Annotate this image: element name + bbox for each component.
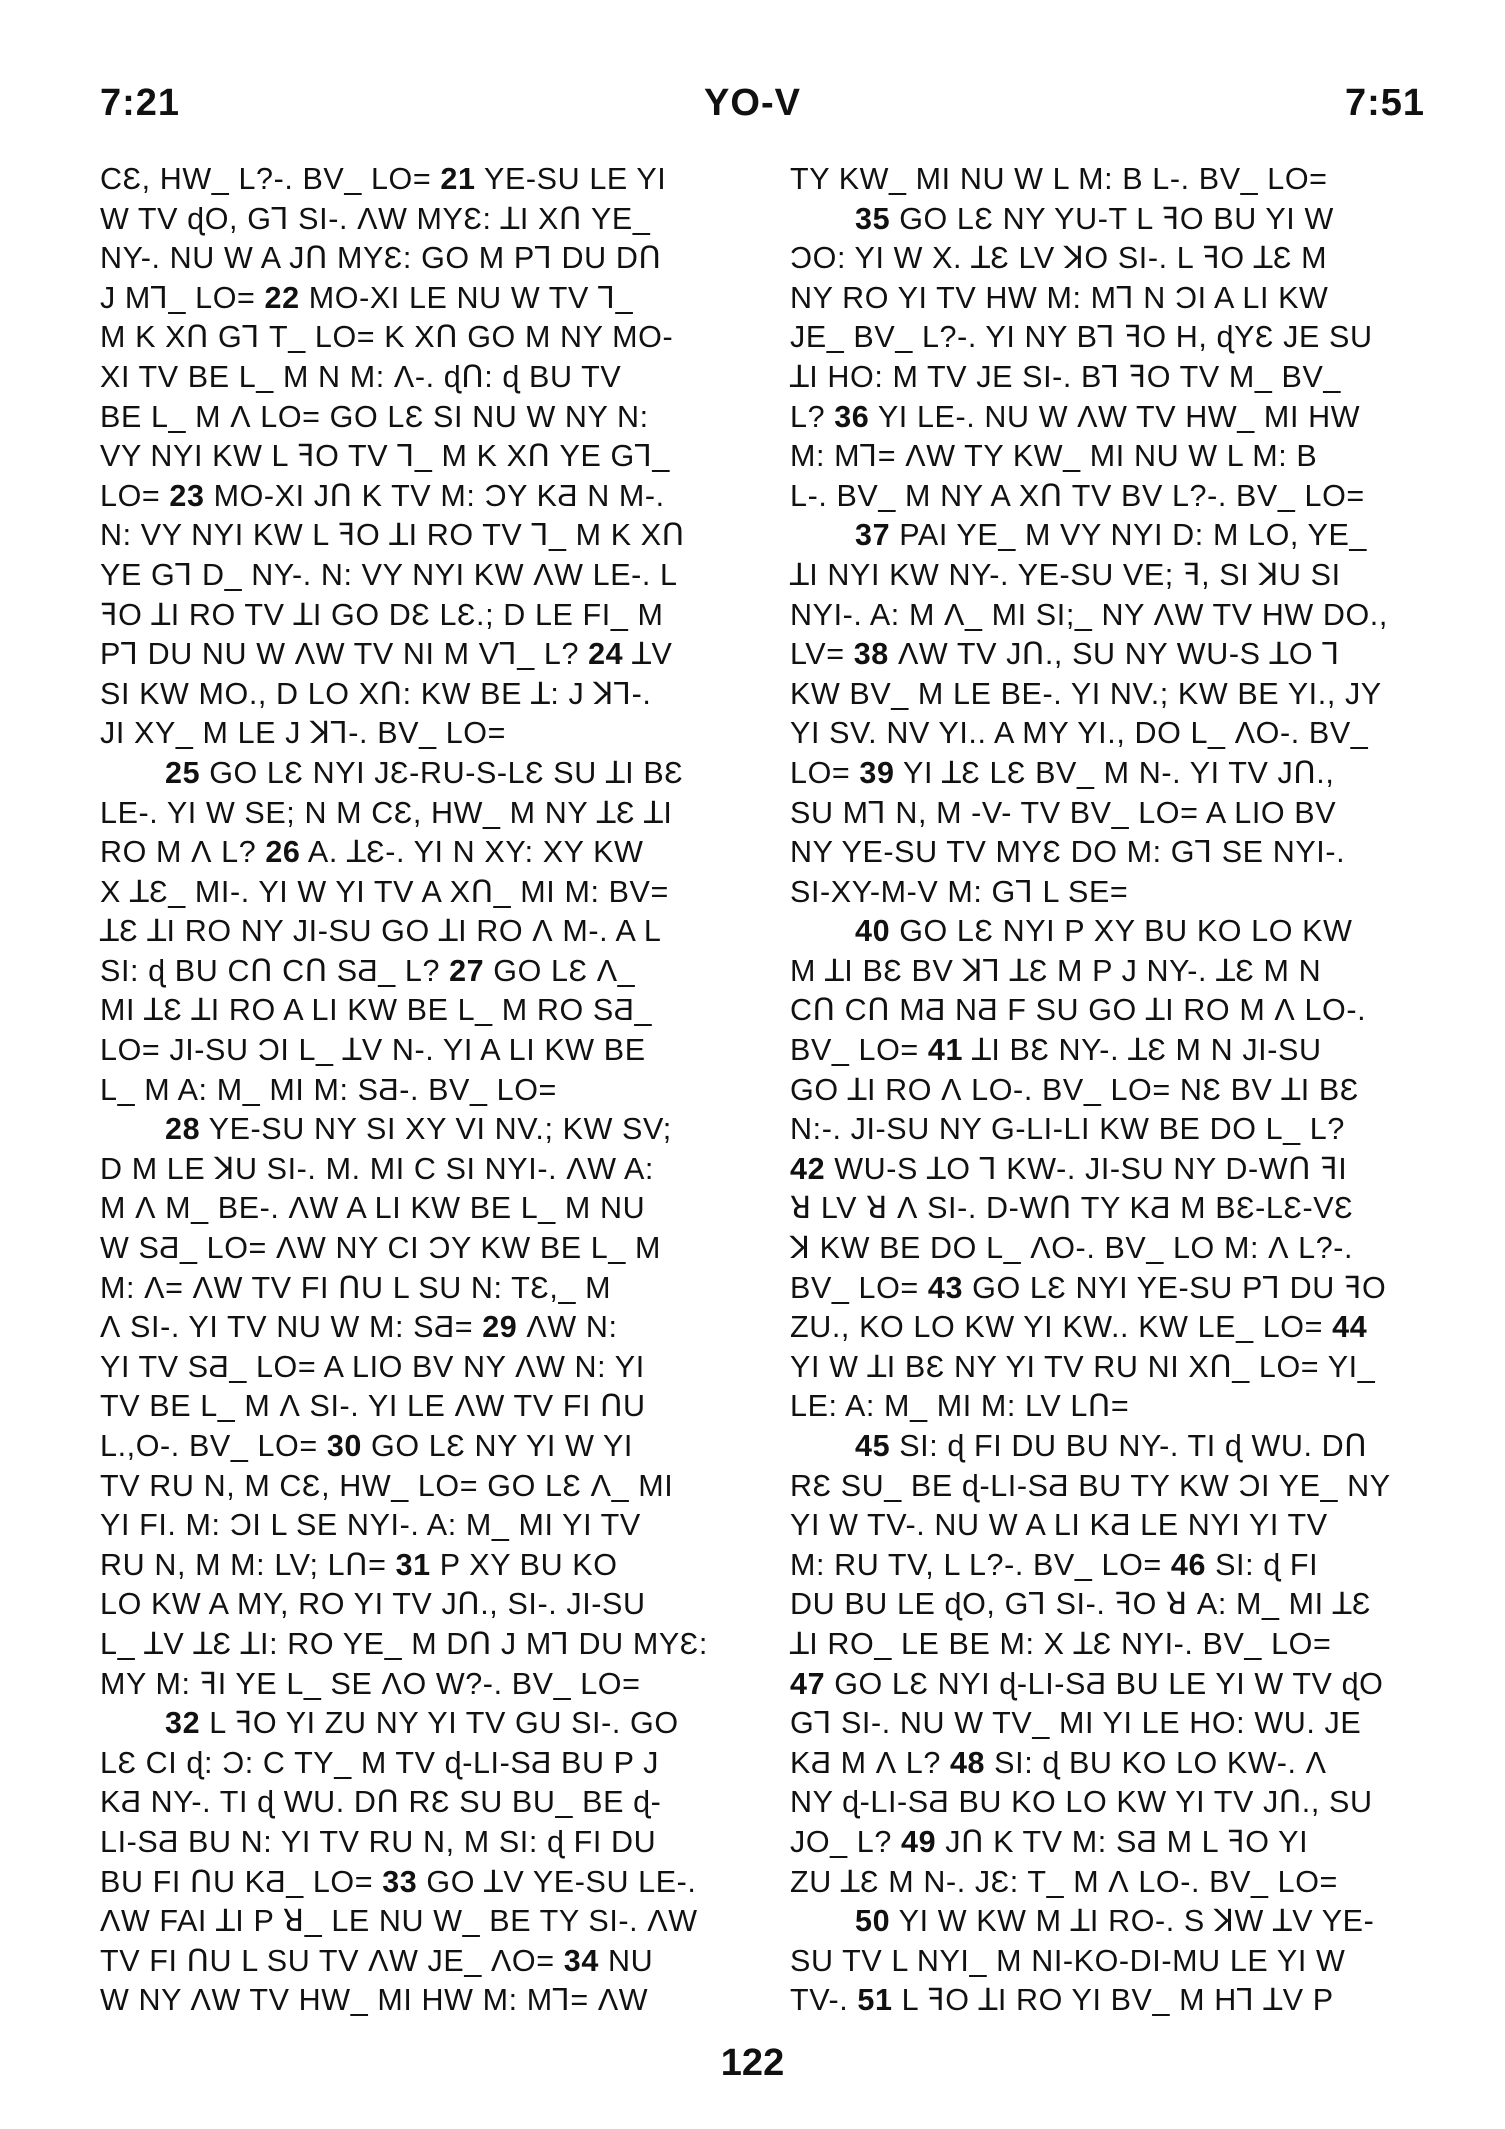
text-line: M ꓕI BƐ BV ꓘꓶ ꓕƐ M P J NY-. ꓕƐ M N xyxy=(790,953,1322,988)
text-line: NY ɖ-LI-SƋ BU KO LO KW YI TV JՈ., SU xyxy=(790,1785,1373,1820)
text-line: NYI-. A: M Ʌ_ MI SI;_ NY ɅW TV HW DO., xyxy=(790,597,1388,632)
text-line: LI-SƋ BU N: YI TV RU N, M SI: ɖ FI DU xyxy=(100,1824,657,1859)
verse-number: 25 xyxy=(165,755,201,790)
verse-number: 48 xyxy=(949,1745,986,1780)
text-line: ɅW FAI ꓕI P ꓤ_ LE NU W_ BE TY SI-. ɅW xyxy=(100,1904,698,1939)
text-line: N:-. JI-SU NY G-LI-LI KW BE DO L_ L? xyxy=(790,1112,1345,1147)
verse-number: 45 xyxy=(855,1429,891,1463)
text-line: LO= 23 MO-XI JՈ K TV M: ƆY KƋ N M-. xyxy=(100,478,665,513)
text-line: W TV ɖO, Gꓶ SI-. ɅW MYƐ: ꓕI XՈ YE_ xyxy=(100,201,651,236)
verse-number: 50 xyxy=(855,1904,891,1939)
text-line: J Mꓶ_ LO= 22 MO-XI LE NU W TV ꓶ_ xyxy=(100,280,634,315)
verse-number: 21 xyxy=(440,162,476,196)
text-line: CՈ CՈ MƋ NƋ F SU GO ꓕI RO M Ʌ LO-. xyxy=(790,993,1367,1028)
text-line: ꓕI HO: M TV JE SI-. Bꓶ ꟻO TV M_ BV_ xyxy=(790,359,1341,394)
verse-number: 27 xyxy=(449,953,485,988)
text-line: 28 YE-SU NY SI XY VI NV.; KW SV; xyxy=(165,1112,672,1147)
text-line: L-. BV_ M NY A XՈ TV BV L?-. BV_ LO= xyxy=(790,478,1365,513)
text-line: LO= 39 YI ꓕƐ LƐ BV_ M N-. YI TV JՈ., xyxy=(790,755,1335,790)
text-line: M: Ʌ= ɅW TV FI ꓵU L SU N: TƐ,_ M xyxy=(100,1270,612,1305)
text-line: SU Mꓶ N, M -V- TV BV_ LO= A LIO BV xyxy=(790,795,1337,830)
verse-number: 49 xyxy=(901,1824,937,1859)
text-line: ꓕƐ ꓕI RO NY JI-SU GO ꓕI RO Ʌ M-. A L xyxy=(100,914,662,949)
verse-number: 40 xyxy=(855,914,891,949)
text-line: L? 36 YI LE-. NU W ɅW TV HW_ MI HW xyxy=(790,399,1361,434)
verse-number: 43 xyxy=(927,1270,964,1305)
text-line: D M LE ꓘU SI-. M. MI C SI NYI-. ɅW A: xyxy=(100,1151,654,1186)
text-line: Ʌ SI-. YI TV NU W M: SƋ= 29 ɅW N: xyxy=(100,1310,618,1345)
verse-number: 46 xyxy=(1170,1547,1207,1582)
text-line: 37 PAI YE_ M VY NYI D: M LO, YE_ xyxy=(855,518,1367,553)
verse-number: 39 xyxy=(859,755,895,790)
text-line: ꓕI RO_ LE BE M: X ꓕƐ NYI-. BV_ LO= xyxy=(790,1626,1332,1661)
text-line: ꓕI NYI KW NY-. YE-SU VE; ꟻ, SI ꓘU SI xyxy=(790,557,1341,592)
text-line: BV_ LO= 41 ꓕI BƐ NY-. ꓕƐ M N JI-SU xyxy=(790,1033,1322,1068)
verse-number: 29 xyxy=(482,1310,518,1345)
verse-number: 33 xyxy=(382,1864,418,1899)
verse-number: 34 xyxy=(563,1943,599,1978)
text-line: NY-. NU W A JՈ MYƐ: GO M Pꓶ DU DՈ xyxy=(100,241,662,276)
text-line: 35 GO LƐ NY YU-T L ꟻO BU YI W xyxy=(855,201,1334,236)
verse-number: 36 xyxy=(834,399,870,434)
verse-number: 30 xyxy=(326,1429,362,1463)
verse-number: 51 xyxy=(857,1983,893,2018)
text-line: RO M Ʌ L? 26 A. ꓕƐ-. YI N XY: XY KW xyxy=(100,835,644,870)
text-line: W SƋ_ LO= ɅW NY CI ƆY KW BE L_ M xyxy=(100,1231,661,1266)
verse-number: 44 xyxy=(1332,1310,1368,1345)
text-line: JI XY_ M LE J ꓘꓶ-. BV_ LO= xyxy=(100,716,507,751)
text-line: BV_ LO= 43 GO LƐ NYI YE-SU Pꓶ DU ꟻO xyxy=(790,1270,1387,1305)
text-line: 32 L ꟻO YI ZU NY YI TV GU SI-. GO xyxy=(165,1706,679,1741)
text-line: 42 WU-S ꓕO ꓶ KW-. JI-SU NY D-WՈ ꟻI xyxy=(790,1151,1348,1186)
text-line: XI TV BE L_ M N M: Ʌ-. ɖՈ: ɖ BU TV xyxy=(100,359,622,394)
text-line: LO KW A MY, RO YI TV JՈ., SI-. JI-SU xyxy=(100,1587,646,1622)
text-line: DU BU LE ɖO, Gꓶ SI-. ꟻO ꓤ A: M_ MI ꓕƐ xyxy=(790,1587,1372,1622)
verse-number: 38 xyxy=(853,637,889,672)
text-line: MI ꓕƐ ꓕI RO A LI KW BE L_ M RO SƋ_ xyxy=(100,993,653,1028)
verse-number: 47 xyxy=(790,1666,826,1701)
text-line: NY YE-SU TV MYƐ DO M: Gꓶ SE NYI-. xyxy=(790,835,1346,870)
text-line: LV= 38 ɅW TV JՈ., SU NY WU-S ꓕO ꓶ xyxy=(790,637,1340,672)
text-line: TV RU N, M CƐ, HW_ LO= GO LƐ Ʌ_ MI xyxy=(100,1468,674,1503)
verse-number: 22 xyxy=(264,280,300,315)
text-line: LO= JI-SU ƆI L_ ꓕV N-. YI A LI KW BE xyxy=(100,1033,646,1068)
text-line: KƋ NY-. TI ɖ WU. DՈ RƐ SU BU_ BE ɖ- xyxy=(100,1785,662,1820)
text-line: Pꓶ DU NU W ɅW TV NI M Vꓶ_ L? 24 ꓕV xyxy=(100,637,673,672)
left-text-column xyxy=(100,160,750,2021)
text-line: SI KW MO., D LO XՈ: KW BE ꓕ: J ꓘꓶ-. xyxy=(100,676,652,711)
verse-number: 41 xyxy=(927,1033,964,1068)
text-line: RU N, M M: LV; LՈ= 31 P XY BU KO xyxy=(100,1547,618,1582)
text-line: ZU., KO LO KW YI KW.. KW LE_ LO= 44 xyxy=(790,1310,1368,1345)
text-line: TV BE L_ M Ʌ SI-. YI LE ɅW TV FI ꓵU xyxy=(100,1389,646,1424)
text-line: 50 YI W KW M ꓕI RO-. S ꓘW ꓕV YE- xyxy=(855,1904,1375,1939)
text-line: W NY ɅW TV HW_ MI HW M: Mꓶ= ɅW xyxy=(100,1983,649,2018)
text-line: BE L_ M Ʌ LO= GO LƐ SI NU W NY N: xyxy=(100,399,649,434)
text-line: KƋ M Ʌ L? 48 SI: ɖ BU KO LO KW-. Ʌ xyxy=(790,1745,1327,1780)
text-line: GO ꓕI RO Ʌ LO-. BV_ LO= NƐ BV ꓕI BƐ xyxy=(790,1072,1359,1107)
verse-number: 37 xyxy=(855,518,891,553)
text-line: ꟻO ꓕI RO TV ꓕI GO DƐ LƐ.; D LE FI_ M xyxy=(100,597,664,632)
verse-number: 28 xyxy=(165,1112,201,1147)
text-line: 45 SI: ɖ FI DU BU NY-. TI ɖ WU. DՈ xyxy=(855,1429,1368,1463)
text-line: NY RO YI TV HW M: Mꓶ N ƆI A LI KW xyxy=(790,280,1329,315)
text-line: JO_ L? 49 JՈ K TV M: SƋ M L ꟻO YI xyxy=(790,1824,1309,1859)
text-line: VY NYI KW L ꟻO TV ꓶ_ M K XՈ YE Gꓶ_ xyxy=(100,439,670,474)
text-line: YI W ꓕI BƐ NY YI TV RU NI XՈ_ LO= YI_ xyxy=(790,1349,1376,1384)
text-line: YI TV SƋ_ LO= A LIO BV NY ɅW N: YI xyxy=(100,1349,645,1384)
verse-number: 32 xyxy=(165,1706,201,1741)
text-line: L_ M A: M_ MI M: SƋ-. BV_ LO= xyxy=(100,1072,557,1107)
text-line: BU FI ꓵU KƋ_ LO= 33 GO ꓕV YE-SU LE-. xyxy=(100,1864,697,1899)
running-head-end-verse: 7:51 xyxy=(1344,82,1425,124)
verse-number: 24 xyxy=(588,637,624,672)
text-line: SU TV L NYI_ M NI-KO-DI-MU LE YI W xyxy=(790,1943,1346,1978)
text-line: Gꓶ SI-. NU W TV_ MI YI LE HO: WU. JE xyxy=(790,1706,1362,1741)
text-line: L_ ꓕV ꓕƐ ꓕI: RO YE_ M DՈ J Mꓶ DU MYƐ: xyxy=(100,1626,708,1661)
text-line: TV FI ꓵU L SU TV ɅW JE_ ɅO= 34 NU xyxy=(100,1943,654,1978)
verse-number: 26 xyxy=(265,835,301,870)
text-line: ƆO: YI W X. ꓕƐ LV ꓘO SI-. L ꟻO ꓕƐ M xyxy=(790,241,1328,276)
text-line: N: VY NYI KW L ꟻO ꓕI RO TV ꓶ_ M K XՈ xyxy=(100,518,685,553)
text-line: L.,O-. BV_ LO= 30 GO LƐ NY YI W YI xyxy=(100,1429,633,1463)
page-number: 122 xyxy=(720,2042,785,2084)
text-line: M: Mꓶ= ɅW TY KW_ MI NU W L M: B xyxy=(790,439,1318,474)
right-text-column xyxy=(790,160,1440,2021)
text-line: CƐ, HW_ L?-. BV_ LO= 21 YE-SU LE YI xyxy=(100,162,667,196)
running-head-start-verse: 7:21 xyxy=(100,82,181,124)
verse-number: 42 xyxy=(790,1151,826,1186)
text-line: YI SV. NV YI.. A MY YI., DO L_ ɅO-. BV_ xyxy=(790,716,1369,751)
text-line: 25 GO LƐ NYI JƐ-RU-S-LƐ SU ꓕI BƐ xyxy=(165,755,684,790)
running-head-book-title: YO-V xyxy=(704,82,801,124)
text-line: LE-. YI W SE; N M CƐ, HW_ M NY ꓕƐ ꓕI xyxy=(100,795,673,830)
text-line: SI-XY-M-V M: Gꓶ L SE= xyxy=(790,874,1129,909)
text-line: ꓤ LV ꓤ Ʌ SI-. D-WՈ TY KƋ M BƐ-LƐ-VƐ xyxy=(790,1191,1354,1226)
text-line: MY M: ꟻI YE L_ SE ɅO W?-. BV_ LO= xyxy=(100,1666,641,1701)
text-line: YI FI. M: ƆI L SE NYI-. A: M_ MI YI TV xyxy=(100,1508,641,1543)
text-line: M Ʌ M_ BE-. ɅW A LI KW BE L_ M NU xyxy=(100,1191,646,1226)
text-line: ꓘ KW BE DO L_ ɅO-. BV_ LO M: Ʌ L?-. xyxy=(790,1231,1354,1266)
text-line: M: RU TV, L L?-. BV_ LO= 46 SI: ɖ FI xyxy=(790,1547,1319,1582)
text-line: TV-. 51 L ꟻO ꓕI RO YI BV_ M Hꓶ ꓕV P xyxy=(790,1983,1334,2018)
verse-number: 35 xyxy=(855,201,891,236)
text-line: M K XՈ Gꓶ T_ LO= K XՈ GO M NY MO- xyxy=(100,320,674,355)
verse-number: 23 xyxy=(169,478,205,513)
text-line: RƐ SU_ BE ɖ-LI-SƋ BU TY KW ƆI YE_ NY xyxy=(790,1468,1391,1503)
text-line: ZU ꓕƐ M N-. JƐ: T_ M Ʌ LO-. BV_ LO= xyxy=(790,1864,1338,1899)
text-line: LE: A: M_ MI M: LV LՈ= xyxy=(790,1389,1130,1424)
verse-number: 31 xyxy=(395,1547,431,1582)
text-line: KW BV_ M LE BE-. YI NV.; KW BE YI., JY xyxy=(790,676,1382,711)
text-line: 47 GO LƐ NYI ɖ-LI-SƋ BU LE YI W TV ɖO xyxy=(790,1666,1384,1701)
text-line: X ꓕƐ_ MI-. YI W YI TV A XՈ_ MI M: BV= xyxy=(100,874,669,909)
text-line: JE_ BV_ L?-. YI NY Bꓶ ꟻO H, ɖYƐ JE SU xyxy=(790,320,1373,355)
text-line: TY KW_ MI NU W L M: B L-. BV_ LO= xyxy=(790,162,1328,196)
text-line: LƐ CI ɖ: Ɔ: C TY_ M TV ɖ-LI-SƋ BU P J xyxy=(100,1745,659,1780)
text-line: SI: ɖ BU CՈ CՈ SƋ_ L? 27 GO LƐ Ʌ_ xyxy=(100,953,636,988)
text-line: YE Gꓶ D_ NY-. N: VY NYI KW ɅW LE-. L xyxy=(100,557,678,592)
text-line: YI W TV-. NU W A LI KƋ LE NYI YI TV xyxy=(790,1508,1328,1543)
text-line: 40 GO LƐ NYI P XY BU KO LO KW xyxy=(855,914,1353,949)
